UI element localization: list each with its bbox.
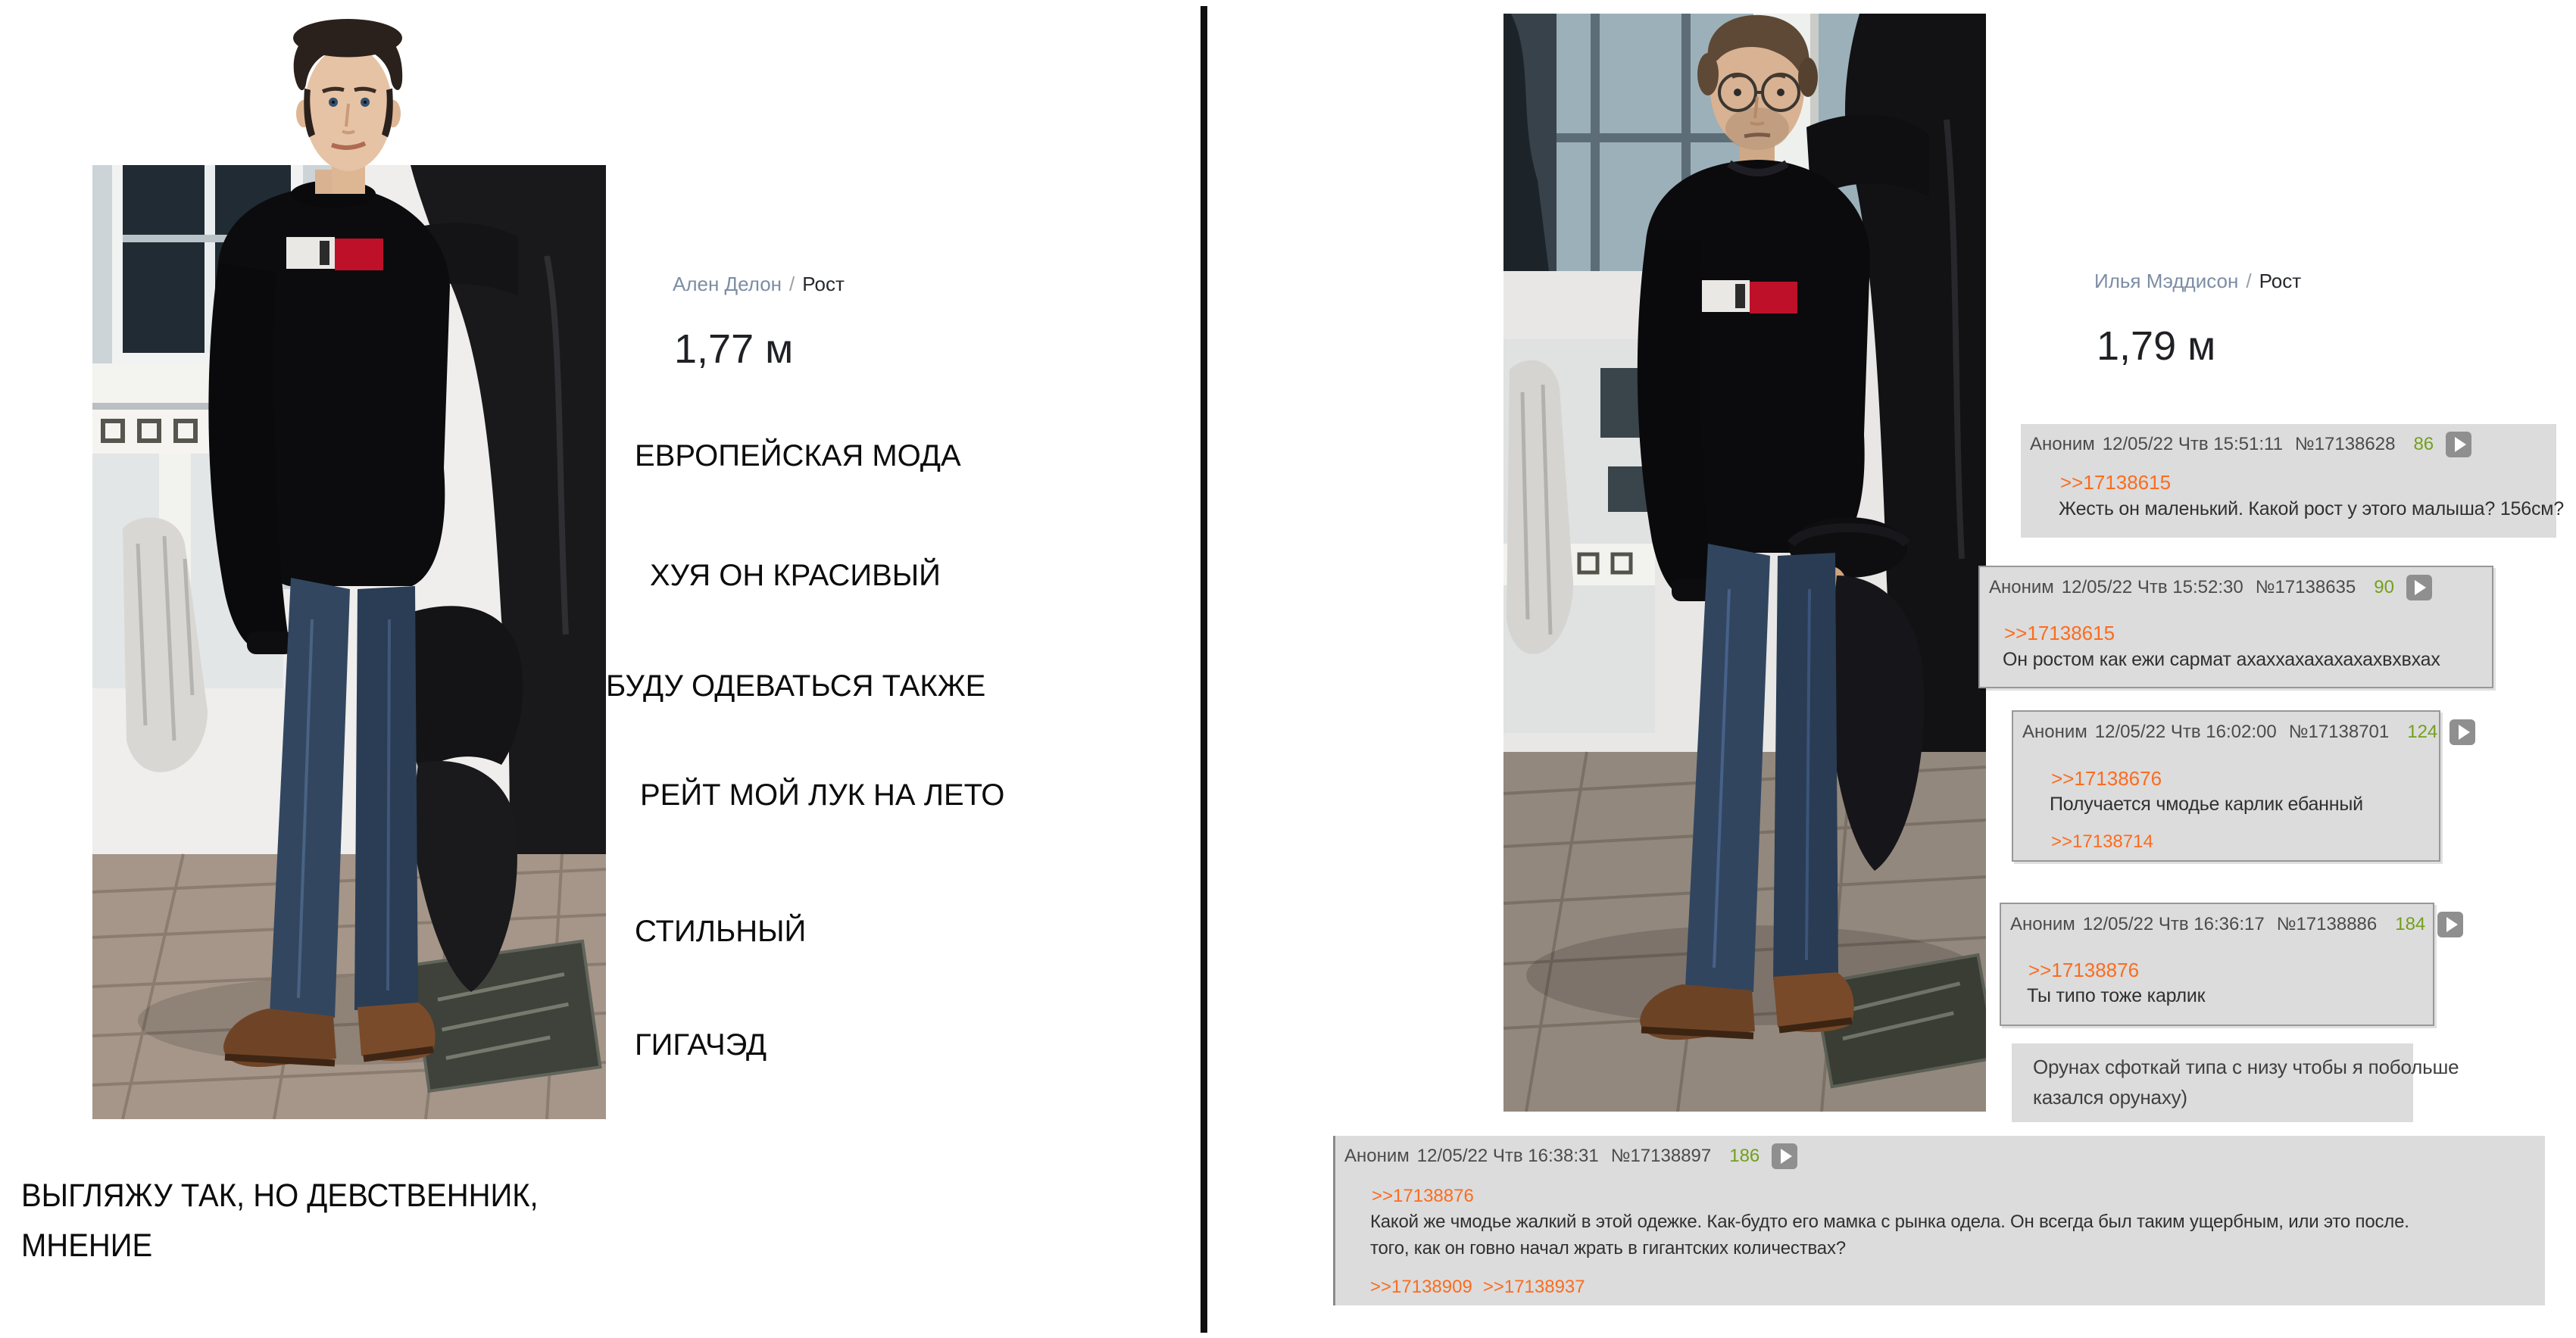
right-photo-scene [1503,14,1986,1112]
post-2-date: 12/05/22 Чтв 15:52:30 [2061,577,2243,597]
post-4-number[interactable]: №17138886 [2276,914,2378,934]
post-2-header [1989,575,2432,600]
caption-bottom-line1: ВЫГЛЯЖУ ТАК, НО ДЕВСТВЕННИК, [21,1177,539,1214]
breadcrumb-left-separator: / [789,273,795,295]
delon-head [279,18,415,194]
delon-head-cutout [279,18,415,194]
post-3-author: Аноним [2022,722,2087,742]
caption-bottom-virgin [21,1171,539,1271]
caption-bottom-line2: МНЕНИЕ [21,1227,153,1264]
post-2-reply-link[interactable]: >>17138615 [2004,622,2115,644]
play-triangle-icon [2446,917,2458,932]
post-2-reply-count[interactable]: 90 [2374,577,2394,597]
post-6-text-line1: Какой же чмодье жалкий в этой одежке. Как-будто его мамка с рынка одела. Он всегда был таким ущербным, или это после. [1370,1212,2409,1232]
post-3-text: Получается чмодье карлик ебанный [2050,794,2363,815]
post-4-header [2010,912,2463,937]
caption-gigachad: ГИГАЧЭД [635,1028,767,1062]
vertical-divider [1201,6,1207,1333]
post-6-number[interactable]: №17138897 [1610,1146,1712,1166]
play-triangle-icon [2455,437,2466,452]
breadcrumb-right-category[interactable]: Рост [2259,270,2302,292]
post-1 [2021,424,2564,538]
breadcrumb-left-category[interactable]: Рост [802,273,845,295]
post-3 [2012,710,2440,862]
post-5-text-line2: казался орунаху) [2033,1086,2187,1109]
caption-stylish: СТИЛЬНЫЙ [635,915,807,948]
breadcrumb-right-name[interactable]: Илья Мэддисон [2094,270,2239,292]
caption-european-fashion: ЕВРОПЕЙСКАЯ МОДА [635,439,961,473]
post-4-text: Ты типо тоже карлик [2027,985,2206,1006]
post-4-reply-count[interactable]: 184 [2395,914,2426,934]
post-6-expand-icon[interactable] [1772,1143,1797,1169]
post-6-author: Аноним [1344,1146,1410,1166]
post-4-date: 12/05/22 Чтв 16:36:17 [2082,914,2265,934]
post-2-text: Он ростом как ежи сармат ахаххахахахахахвхвхах [2003,649,2440,670]
post-4-author: Аноним [2010,914,2075,934]
post-2-number[interactable]: №17138635 [2255,577,2356,597]
post-1-header [2030,432,2471,457]
caption-dress-the-same: БУДУ ОДЕВАТЬСЯ ТАКЖЕ [606,669,986,703]
play-triangle-icon [2415,580,2426,595]
height-value-left: 1,77 м [674,326,794,372]
post-2-author: Аноним [1989,577,2054,597]
right-photo-maddison [1503,14,1986,1112]
post-1-number[interactable]: №17138628 [2294,434,2396,454]
post-3-reply-link[interactable]: >>17138676 [2051,767,2162,790]
post-3-expand-icon[interactable] [2450,719,2475,745]
post-6-reply-link[interactable]: >>17138876 [1372,1186,1474,1206]
caption-rate-my-look: РЕЙТ МОЙ ЛУК НА ЛЕТО [640,778,1005,812]
post-1-text: Жесть он маленький. Какой рост у этого малыша? 156см? [2059,498,2564,519]
play-triangle-icon [1781,1149,1792,1164]
post-6-mentions [1370,1277,1585,1298]
caption-he-is-handsome: ХУЯ ОН КРАСИВЫЙ [650,559,941,592]
post-1-author: Аноним [2030,434,2095,454]
post-3-number[interactable]: №17138701 [2288,722,2390,742]
post-3-mention-link[interactable]: >>17138714 [2051,831,2153,852]
post-3-header [2022,719,2475,745]
height-value-right: 1,79 м [2097,323,2216,369]
post-6-date: 12/05/22 Чтв 16:38:31 [1416,1146,1599,1166]
post-4-expand-icon[interactable] [2437,912,2463,937]
post-6 [1333,1136,2545,1305]
post-6-mention-link-1[interactable]: >>17138909 [1370,1277,1472,1297]
post-3-reply-count[interactable]: 124 [2407,722,2438,742]
post-1-expand-icon[interactable] [2446,432,2471,457]
post-2-expand-icon[interactable] [2406,575,2432,600]
breadcrumb-right [2094,270,2301,293]
post-3-date: 12/05/22 Чтв 16:02:00 [2094,722,2277,742]
play-triangle-icon [2459,725,2470,740]
post-4 [2000,903,2434,1026]
post-6-header [1344,1143,1797,1169]
breadcrumb-left-name[interactable]: Ален Делон [673,273,782,295]
post-6-text-line2: того, как он говно начал жрать в гигантских количествах? [1370,1238,1846,1258]
breadcrumb-left [673,273,845,296]
breadcrumb-right-separator: / [2246,270,2252,292]
post-6-mention-link-2[interactable]: >>17138937 [1482,1277,1585,1297]
post-4-reply-link[interactable]: >>17138876 [2028,959,2140,981]
post-5 [2012,1043,2459,1122]
post-2 [1978,566,2493,688]
post-1-reply-link[interactable]: >>17138615 [2060,471,2172,494]
post-1-date: 12/05/22 Чтв 15:51:11 [2102,434,2283,454]
left-photo-delon-body [92,165,606,1119]
left-photo-scene [92,165,606,1119]
post-5-text-line1: Орунах сфоткай типа с низу чтобы я побольше [2033,1056,2459,1078]
post-1-reply-count[interactable]: 86 [2413,434,2434,454]
post-6-reply-count[interactable]: 186 [1729,1146,1760,1166]
